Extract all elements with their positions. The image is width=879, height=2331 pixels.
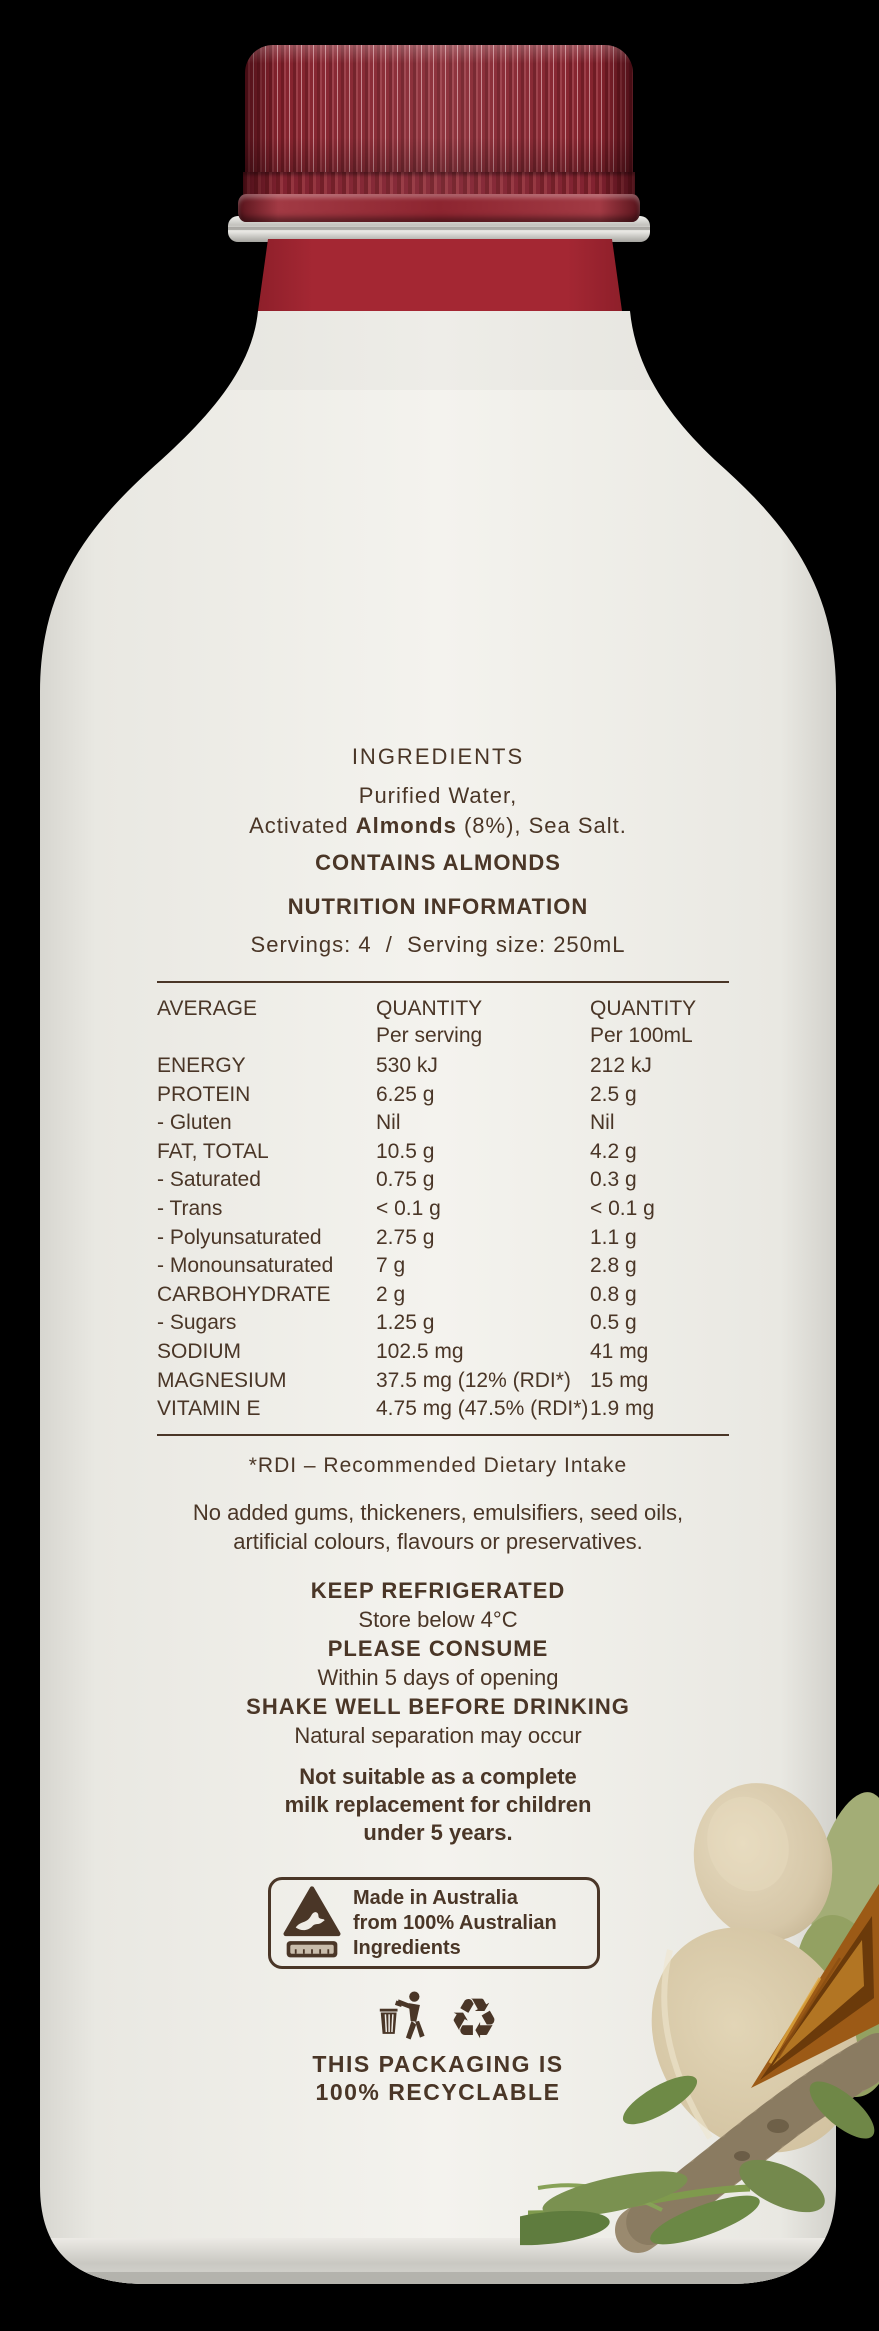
- almond-branch-photo: [520, 1758, 879, 2290]
- claims-line1: No added gums, thickeners, emulsifiers, seed oils,: [192, 1500, 684, 1525]
- row-per-100ml: 41 mg: [590, 1339, 649, 1363]
- within-days: Within 5 days of opening: [317, 1665, 559, 1690]
- row-per-serving: 6.25 g: [376, 1082, 435, 1106]
- ingredients-line2: [98, 811, 778, 841]
- row-label: PROTEIN: [157, 1082, 251, 1106]
- row-label: - Monounsaturated: [157, 1254, 334, 1278]
- table-row: [157, 1138, 729, 1167]
- table-row: [157, 1195, 729, 1224]
- row-per-serving: 0.75 g: [376, 1168, 435, 1192]
- neck-band: [258, 239, 622, 311]
- recyclable-line2: 100% RECYCLABLE: [315, 2079, 561, 2105]
- row-label: - Polyunsaturated: [157, 1225, 322, 1249]
- row-per-100ml: 0.3 g: [590, 1168, 637, 1192]
- natural-separation: Natural separation may occur: [294, 1723, 582, 1748]
- row-per-serving: 530 kJ: [376, 1054, 438, 1077]
- table-row: [157, 1052, 729, 1081]
- warning-line3: under 5 years.: [363, 1820, 513, 1845]
- table-row: [157, 1281, 729, 1310]
- col-header-quantity-100ml: QUANTITY: [590, 997, 697, 1020]
- row-per-100ml: 15 mg: [590, 1368, 649, 1392]
- kangaroo-triangle-icon: [281, 1885, 343, 1961]
- claims-line2: artificial colours, flavours or preservatives.: [233, 1529, 643, 1554]
- table-row: [157, 1309, 729, 1338]
- row-label: - Sugars: [157, 1311, 237, 1335]
- ingredients-line2-post: (8%), Sea Salt.: [456, 813, 627, 838]
- rdi-note: *RDI – Recommended Dietary Intake: [248, 1454, 628, 1477]
- row-label: FAT, TOTAL: [157, 1139, 269, 1163]
- row-per-serving: 2 g: [376, 1282, 406, 1306]
- row-label: VITAMIN E: [157, 1397, 261, 1421]
- row-label: - Gluten: [157, 1111, 232, 1135]
- nutrition-table-header: [157, 995, 729, 1022]
- row-per-100ml: 212 kJ: [590, 1054, 652, 1077]
- row-per-100ml: 2.5 g: [590, 1082, 637, 1106]
- row-per-serving: < 0.1 g: [376, 1196, 441, 1220]
- row-per-serving: Nil: [376, 1111, 401, 1135]
- storage-section: [98, 1576, 778, 1750]
- table-row: [157, 1166, 729, 1195]
- col-header-average: AVERAGE: [157, 997, 257, 1020]
- ingredients-line2-pre: Activated: [249, 813, 356, 838]
- ingredients-line2-allergen: Almonds: [355, 813, 457, 838]
- origin-line2: from 100% Australian: [353, 1911, 557, 1934]
- warning-line2: milk replacement for children: [284, 1792, 592, 1817]
- nutrition-table-rows: [157, 1052, 729, 1424]
- table-row: [157, 1109, 729, 1138]
- ingredients-line1: Purified Water,: [358, 783, 518, 808]
- row-per-100ml: 0.8 g: [590, 1282, 637, 1306]
- nutrition-table: [157, 981, 729, 1436]
- row-per-serving: 1.25 g: [376, 1311, 435, 1335]
- bottle-cap-tamper-ring: [238, 194, 640, 222]
- row-per-100ml: 1.1 g: [590, 1225, 637, 1249]
- row-label: - Saturated: [157, 1168, 261, 1192]
- table-row: [157, 1224, 729, 1253]
- nutrition-table-subheader: [157, 1022, 729, 1049]
- row-per-100ml: 0.5 g: [590, 1311, 637, 1335]
- row-per-serving: 10.5 g: [376, 1139, 435, 1163]
- col-subheader-per-100ml: Per 100mL: [590, 1024, 693, 1047]
- row-label: - Trans: [157, 1196, 223, 1220]
- col-subheader-per-serving: Per serving: [376, 1024, 483, 1047]
- row-per-100ml: 1.9 mg: [590, 1397, 655, 1421]
- row-per-100ml: < 0.1 g: [590, 1196, 655, 1220]
- nutrition-heading: NUTRITION INFORMATION: [287, 894, 589, 919]
- tidyman-icon: [377, 1990, 433, 2048]
- please-consume: PLEASE CONSUME: [327, 1636, 549, 1661]
- recycle-icon: ♻: [448, 1987, 500, 2052]
- claims-section: [98, 1498, 778, 1556]
- col-header-quantity-serving: QUANTITY: [376, 997, 483, 1020]
- table-row: [157, 1395, 729, 1424]
- shake-well: SHAKE WELL BEFORE DRINKING: [246, 1694, 630, 1719]
- origin-line3: Ingredients: [353, 1936, 461, 1959]
- row-per-100ml: Nil: [590, 1111, 615, 1135]
- row-per-100ml: 2.8 g: [590, 1254, 637, 1278]
- row-label: MAGNESIUM: [157, 1368, 287, 1392]
- row-label: ENERGY: [157, 1054, 246, 1077]
- ingredients-heading: INGREDIENTS: [351, 744, 525, 769]
- row-label: SODIUM: [157, 1339, 241, 1363]
- bottle-cap: [245, 45, 633, 177]
- recyclable-line1: THIS PACKAGING IS: [312, 2051, 564, 2077]
- table-row: [157, 1338, 729, 1367]
- ingredients-section: [98, 742, 778, 960]
- row-label: CARBOHYDRATE: [157, 1282, 331, 1306]
- store-below: Store below 4°C: [358, 1607, 518, 1632]
- row-per-serving: 4.75 mg (47.5% (RDI*): [376, 1397, 589, 1421]
- row-per-serving: 37.5 mg (12% (RDI*): [376, 1368, 571, 1392]
- contains-statement: CONTAINS ALMONDS: [315, 850, 561, 875]
- row-per-serving: 2.75 g: [376, 1225, 435, 1249]
- warning-line1: Not suitable as a complete: [299, 1764, 577, 1789]
- table-row: [157, 1252, 729, 1281]
- table-row: [157, 1081, 729, 1110]
- row-per-serving: 7 g: [376, 1254, 406, 1278]
- table-row: [157, 1367, 729, 1396]
- row-per-100ml: 4.2 g: [590, 1139, 637, 1163]
- origin-line1: Made in Australia: [353, 1886, 518, 1909]
- row-per-serving: 102.5 mg: [376, 1339, 464, 1363]
- servings-line: Servings: 4 / Serving size: 250mL: [250, 932, 626, 957]
- keep-refrigerated: KEEP REFRIGERATED: [310, 1578, 566, 1603]
